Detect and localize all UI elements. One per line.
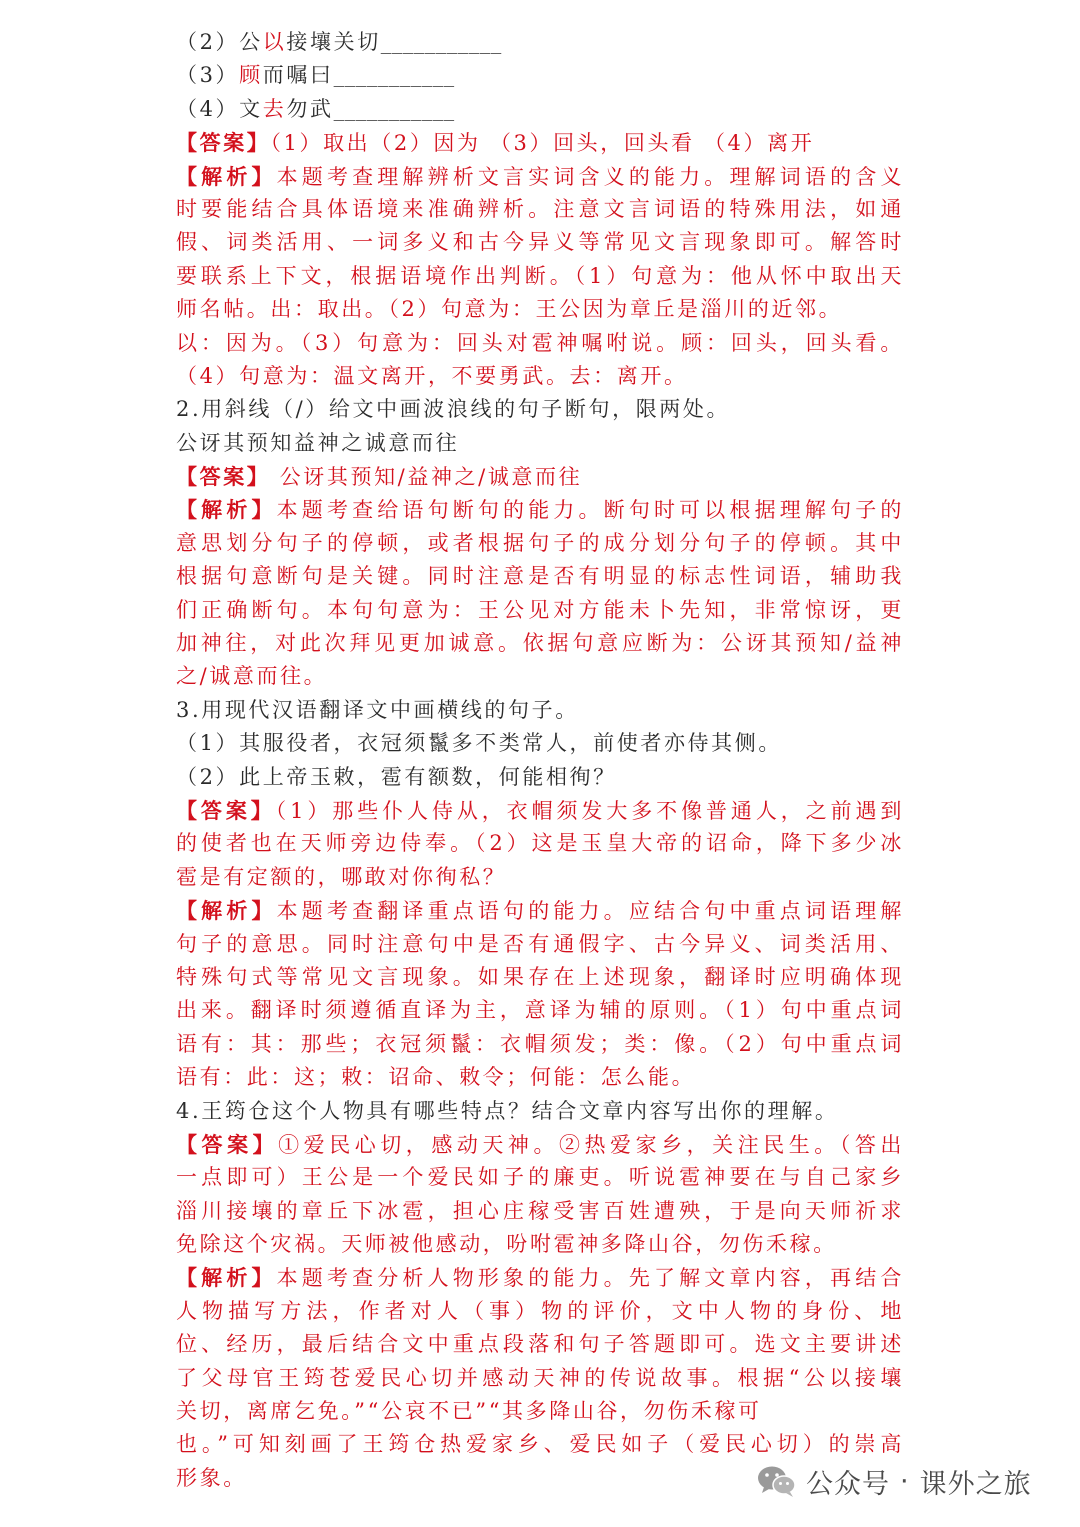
q2-analysis-line: 之/诚意而往。 [176, 664, 328, 689]
q1-analysis-line: 师名帖。出：取出。（2）句意为：王公因为章丘是淄川的近邻。 [176, 297, 843, 322]
q1-item-2: （2）公以接壤关切___________ [176, 30, 502, 54]
q3-answer-line: 雹是有定额的，哪敢对你徇私？ [176, 864, 507, 889]
wechat-icon [756, 1463, 798, 1499]
q3-item: （2）此上帝玉敕，雹有额数，何能相徇？ [176, 764, 617, 789]
q4-analysis-line: 【解析】本题考查分析人物形象的能力。先了解文章内容，再结合 [176, 1265, 904, 1291]
analysis-tag: 【解析】 [176, 1265, 277, 1291]
analysis-tag: 【解析】 [176, 898, 277, 924]
document-page [176, 26, 904, 1495]
q1-analysis-line: （4）句意为：温文离开，不要勇武。去：离开。 [176, 363, 688, 388]
answer-tag: 【答案】 [176, 1131, 279, 1157]
q2-analysis-line: 【解析】本题考查给语句断句的能力。断句时可以根据理解句子的 [176, 497, 904, 523]
q3-question: 3.用现代汉语翻译文中画横线的句子。 [176, 697, 579, 722]
q1-analysis-line: 假、词类活用、一词多义和古今异义等常见文言现象即可。解答时 [176, 230, 904, 255]
q3-analysis-line: 特殊句式等常见文言现象。如果存在上述现象，翻译时应明确体现 [176, 964, 904, 989]
q3-answer-line: 的使者也在天师旁边侍奉。（2）这是玉皇大帝的诏命，降下多少冰 [176, 831, 904, 856]
q3-item: （1）其服役者，衣冠须鬣多不类常人，前使者亦侍其侧。 [176, 731, 782, 756]
q2-analysis-line: 加神往，对此次拜见更加诚意。依据句意应断为：公讶其预知/益神 [176, 631, 904, 656]
q4-answer-line: 【答案】①爱民心切，感动天神。②热爱家乡，关注民生。（答出 [176, 1131, 904, 1157]
q2-answer [176, 460, 904, 493]
q4-analysis-line: 了父母官王筠苍爱民心切并感动天神的传说故事。根据“公以接壤 [176, 1365, 904, 1390]
watermark-account-name: 课外之旅 [919, 1468, 1032, 1500]
q4-answer-line: 淄川接壤的章丘下冰雹，担心庄稼受害百姓遭殃，于是向天师祈求 [176, 1198, 904, 1223]
q4-analysis-line: 人物描写方法，作者对人（事）物的评价，文中人物的身份、地 [176, 1298, 904, 1323]
q2-analysis-line: 根据句意断句是关键。同时注意是否有明显的标志性词语，辅助我 [176, 564, 904, 589]
answer-blank: ___________ [333, 63, 455, 88]
watermark-label: 公众号 [806, 1468, 890, 1500]
q2-sentence: 公讶其预知益神之诚意而往 [176, 430, 460, 455]
q4-question: 4.王筠仓这个人物具有哪些特点？结合文章内容写出你的理解。 [176, 1098, 839, 1123]
q4-analysis-line: 关切，离席乞免。”“公哀不已”“其多降山谷，勿伤禾稼可 [176, 1399, 762, 1424]
q3-analysis-line: 出来。翻译时须遵循直译为主，意译为辅的原则。（1）句中重点词 [176, 998, 904, 1023]
analysis-tag: 【解析】 [176, 163, 277, 189]
highlighted-word: 顾 [239, 63, 263, 88]
q2-analysis-line: 们正确断句。本句句意为：王公见对方能未卜先知，非常惊讶，更 [176, 597, 904, 622]
q3-analysis-line: 语有：此：这；敕：诏命、敕令；何能：怎么能。 [176, 1065, 696, 1090]
q4-analysis-line: 形象。 [176, 1465, 247, 1490]
q4-answer-line: 免除这个灾祸。天师被他感动，吩咐雹神多降山谷，勿伤禾稼。 [176, 1232, 837, 1257]
answer-tag: 【答案】 [176, 797, 276, 823]
q1-analysis-line: 【解析】本题考查理解辨析文言实词含义的能力。理解词语的含义 [176, 163, 904, 189]
q3-analysis-line: 【解析】本题考查翻译重点语句的能力。应结合句中重点词语理解 [176, 898, 904, 924]
answer-blank: ___________ [333, 96, 455, 121]
wechat-watermark [756, 1458, 1032, 1504]
answer-tag: 【答案】 [176, 130, 271, 156]
analysis-tag: 【解析】 [176, 497, 277, 523]
answer-text: （1）取出（2）因为 （3）回头，回头看 （4）离开 [270, 131, 815, 156]
q1-item-4: （4）文去勿武___________ [176, 96, 455, 121]
q2-question: 2.用斜线（/）给文中画波浪线的句子断句，限两处。 [176, 397, 731, 422]
q4-analysis-line: 位、经历，最后结合文中重点段落和句子答题即可。选文主要讲述 [176, 1332, 904, 1357]
highlighted-word: 去 [262, 96, 287, 121]
q4-analysis-line: 也。”可知刻画了王筠仓热爱家乡、爱民如子（爱民心切）的崇高 [176, 1432, 904, 1457]
q1-analysis-line: 以：因为。（3）句意为：回头对雹神嘱咐说。顾：回头，回头看。 [176, 330, 904, 355]
q1-item-3: （3）顾而嘱曰___________ [176, 63, 455, 88]
highlighted-word: 以 [262, 30, 287, 54]
answer-blank: ___________ [380, 30, 502, 54]
q1-analysis-line: 要联系上下文，根据语境作出判断。（1）句意为：他从怀中取出天 [176, 263, 904, 288]
q4-answer-line: 一点即可）王公是一个爱民如子的廉吏。听说雹神要在与自己家乡 [176, 1165, 904, 1190]
watermark-dot: · [900, 1465, 910, 1497]
q1-answer [176, 126, 904, 159]
answer-tag: 【答案】 [176, 464, 271, 490]
q3-answer-line: 【答案】（1）那些仆人侍从，衣帽须发大多不像普通人，之前遇到 [176, 797, 904, 823]
answer-text: 公讶其预知/益神之/诚意而往 [270, 465, 583, 490]
q3-analysis-line: 句子的意思。同时注意句中是否有通假字、古今异义、词类活用、 [176, 931, 904, 956]
q3-analysis-line: 语有：其：那些；衣冠须鬣：衣帽须发；类：像。（2）句中重点词 [176, 1031, 904, 1056]
q1-analysis-line: 时要能结合具体语境来准确辨析。注意文言词语的特殊用法，如通 [176, 196, 904, 221]
q2-analysis-line: 意思划分句子的停顿，或者根据句子的成分划分句子的停顿。其中 [176, 530, 904, 555]
